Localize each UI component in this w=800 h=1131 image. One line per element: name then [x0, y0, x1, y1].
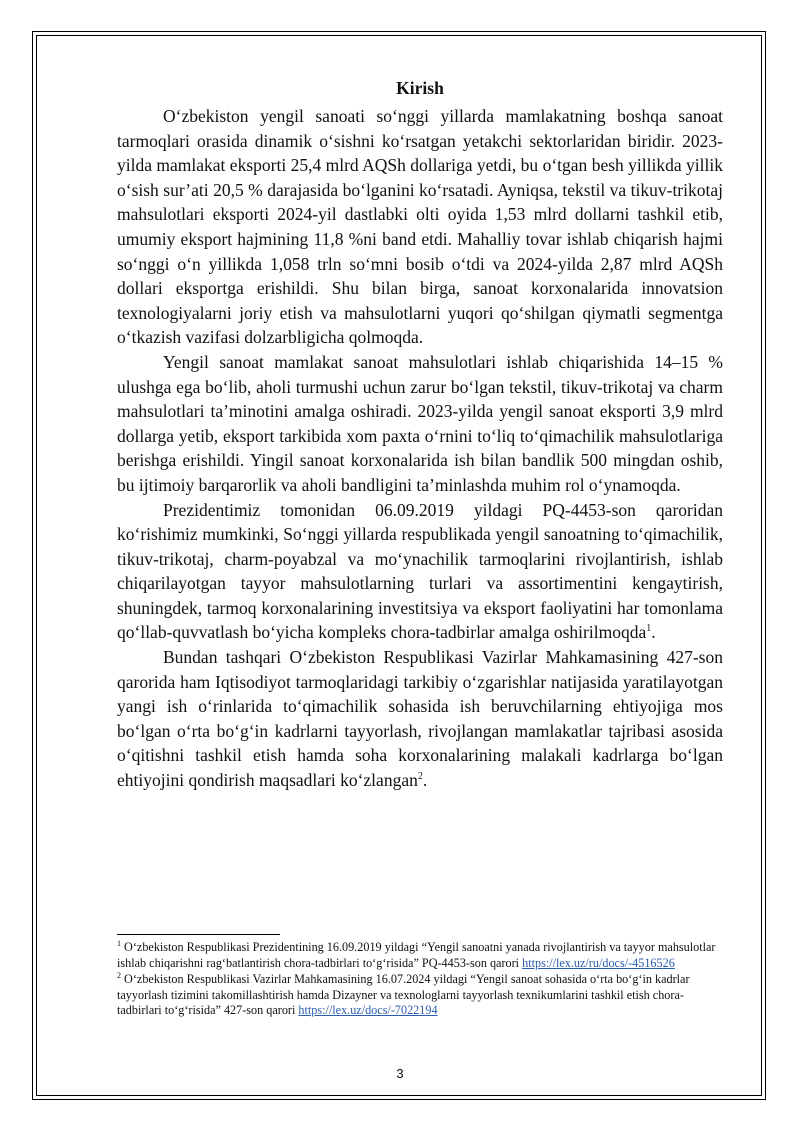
paragraph-3-end: .: [651, 622, 656, 643]
footnote-number: 1: [117, 938, 121, 948]
footnote-text: O‘zbekiston Respublikasi Prezidentining 16.09.2019 yildagi “Yengil sanoatni yanada rivojlantirish va tayyor mahsulotlar ishlab chiqarishni rag‘batlantirish chora-tadbirlari to‘g‘risida” PQ-4453-son qarori: [117, 940, 716, 970]
footnote-ref-2[interactable]: 2: [417, 771, 423, 783]
footnotes: [117, 940, 723, 1020]
paragraph-1: O‘zbekiston yengil sanoati so‘nggi yillarda mamlakatning boshqa sanoat tarmoqlari orasida dinamik o‘sishni ko‘rsatgan yetakchi sektorlaridan biridir. 2023-yilda mamlakat eksporti 25,4 mlrd AQSh dollariga yetdi, bu o‘tgan besh yillikda yillik o‘sish sur’ati 20,5 % darajasida bo‘lganini ko‘rsatadi. Ayniqsa, tekstil va tikuv-trikotaj mahsulotlari eksporti 2024-yil dastlabki olti oyida 1,53 mlrd dollarni tashkil etib, umumiy eksport hajmining 11,8 %ni band etdi. Mahalliy tovar ishlab chiqarish hajmi so‘nggi o‘n yillikda 1,058 trln so‘mni bosib o‘tdi va 2024-yilda 2,87 mlrd AQSh dollari eksportga erishildi. Shu bilan birga, sanoat korxonalarida innovatsion texnologiyalarni joriy etish va mahsulotlarni yuqori qo‘shilgan qiymatli segmentga o‘tkazish vazifasi dolzarbligicha qolmoqda.: [117, 106, 723, 348]
paragraph-3-text: Prezidentimiz tomonidan 06.09.2019 yildagi PQ-4453-son qaroridan ko‘rishimiz mumkinki, So‘nggi yillarda respublikada yengil sanoatning to‘qimachilik, tikuv-trikotaj, charm-poyabzal va mo‘ynachilik tarmoqlarini rivojlantirish, ishlab chiqarilayotgan tayyor mahsulotlarning turlari va assortimentini kengaytirish, shuningdek, tarmoq korxonalarining investitsiya va eksport faoliyatini har tomonlama qo‘llab-quvvatlash bo‘yicha kompleks chora-tadbirlar amalga oshirilmoqda: [117, 499, 723, 643]
paragraph-4: [117, 645, 723, 793]
footnote-1: [117, 940, 723, 971]
paragraph-4-end: .: [422, 770, 428, 791]
footnote-link[interactable]: https://lex.uz/docs/-7022194: [298, 1003, 438, 1018]
paragraph-3: [117, 498, 723, 646]
paragraph-2: Yengil sanoat mamlakat sanoat mahsulotlari ishlab chiqarishida 14–15 % ulushga ega bo‘lib, aholi turmushi uchun zarur bo‘lgan tekstil, tikuv-trikotaj va charm mahsulotlari ta’minotini amalga oshiradi. 2023-yilda yengil sanoat eksporti 3,9 mlrd dollarga yetib, eksport tarkibida xom paxta o‘rnini to‘liq to‘qimachilik mahsulotlariga berishga erishildi. Yingil sanoat korxonalarida ish bilan bandlik 500 mingdan oshib, bu ijtimoiy barqarorlik va aholi bandligini ta’minlashda muhim rol o‘ynamoqda.: [117, 351, 723, 495]
section-heading: Kirish: [396, 78, 444, 98]
document-body: [117, 76, 723, 793]
footnote-ref-1[interactable]: 1: [646, 623, 652, 635]
footnote-link[interactable]: https://lex.uz/ru/docs/-4516526: [522, 955, 675, 970]
page-number: 3: [396, 1066, 404, 1081]
footnote-2: [117, 972, 723, 1019]
footnote-separator: [117, 934, 280, 935]
footnote-text: O‘zbekiston Respublikasi Vazirlar Mahkamasining 16.07.2024 yildagi “Yengil sanoat sohasida o‘rta bo‘g‘in kadrlar tayyorlash tizimini takomillashtirish hamda Dizayner va texnologlarni tayyorlash texnikumlarini tashkil etish chora-tadbirlari to‘g‘risida” 427-son qarori: [117, 972, 690, 1018]
footnote-number: 2: [117, 971, 121, 981]
paragraph-4-text: Bundan tashqari O‘zbekiston Respublikasi Vazirlar Mahkamasining 427-son qarorida ham Iqtisodiyot tarmoqlaridagi tarkibiy o‘zgarishlar natijasida yaratilayotgan yangi ish o‘rinlarida to‘qimachilik sohasida ish beruvchilarning ehtiyojiga mos bo‘lgan o‘rta bo‘g‘in kadrlarni tayyorlash, rivojlangan mamlakatlar tajribasi asosida o‘qitishni tashkil etish hamda soha korxonalarining malakali kadrlarga bo‘lgan ehtiyojini qondirish maqsadlari ko‘zlangan: [117, 647, 723, 791]
